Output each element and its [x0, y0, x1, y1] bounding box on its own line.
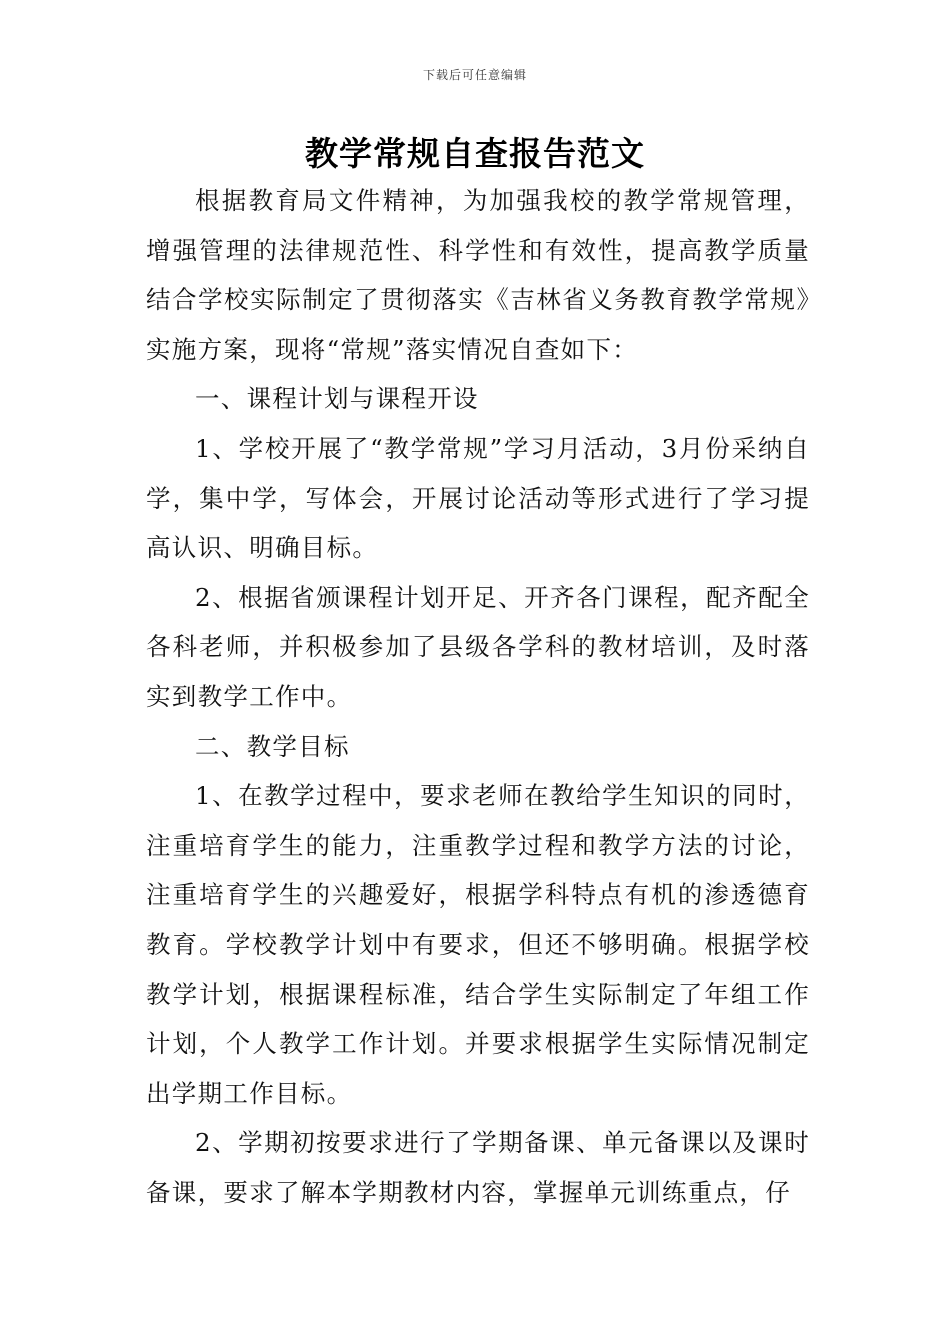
- header-note: 下载后可任意编辑: [422, 68, 527, 82]
- paragraph-2-1: 1、在教学过程中，要求老师在教给学生知识的同时，注重培育学生的能力，注重教学过程和教学方法的讨论，注重培育学生的兴趣爱好，根据学科特点有机的渗透德育教育。学校教学计划中有要求，但还不够明确。根据学校教学计划，根据课程标准，结合学生实际制定了年组工作计划，个人教学工作计划。并要求根据学生实际情况制定出学期工作目标。: [146, 781, 810, 1108]
- paragraph-1-1: 1、学校开展了“教学常规”学习月活动，3月份采纳自学，集中学，写体会，开展讨论活动等形式进行了学习提高认识、明确目标。: [146, 433, 810, 563]
- section-heading-2: 二、教学目标: [195, 731, 350, 761]
- paragraph-2-2: 2、学期初按要求进行了学期备课、单元备课以及课时备课，要求了解本学期教材内容，掌握单元训练重点，仔: [146, 1128, 810, 1207]
- paragraph-1-2: 2、根据省颁课程计划开足、开齐各门课程，配齐配全各科老师，并积极参加了县级各学科的教材培训，及时落实到教学工作中。: [146, 582, 810, 711]
- section-heading-1: 一、课程计划与课程开设: [195, 384, 479, 414]
- document-title: 教学常规自查报告范文: [305, 134, 645, 173]
- document-body: [146, 176, 810, 1217]
- paragraph-intro: 根据教育局文件精神，为加强我校的教学常规管理，增强管理的法律规范性、科学性和有效性，提高教学质量结合学校实际制定了贯彻落实《吉林省义务教育教学常规》实施方案，现将“常规”落实情况自查如下：: [146, 186, 810, 364]
